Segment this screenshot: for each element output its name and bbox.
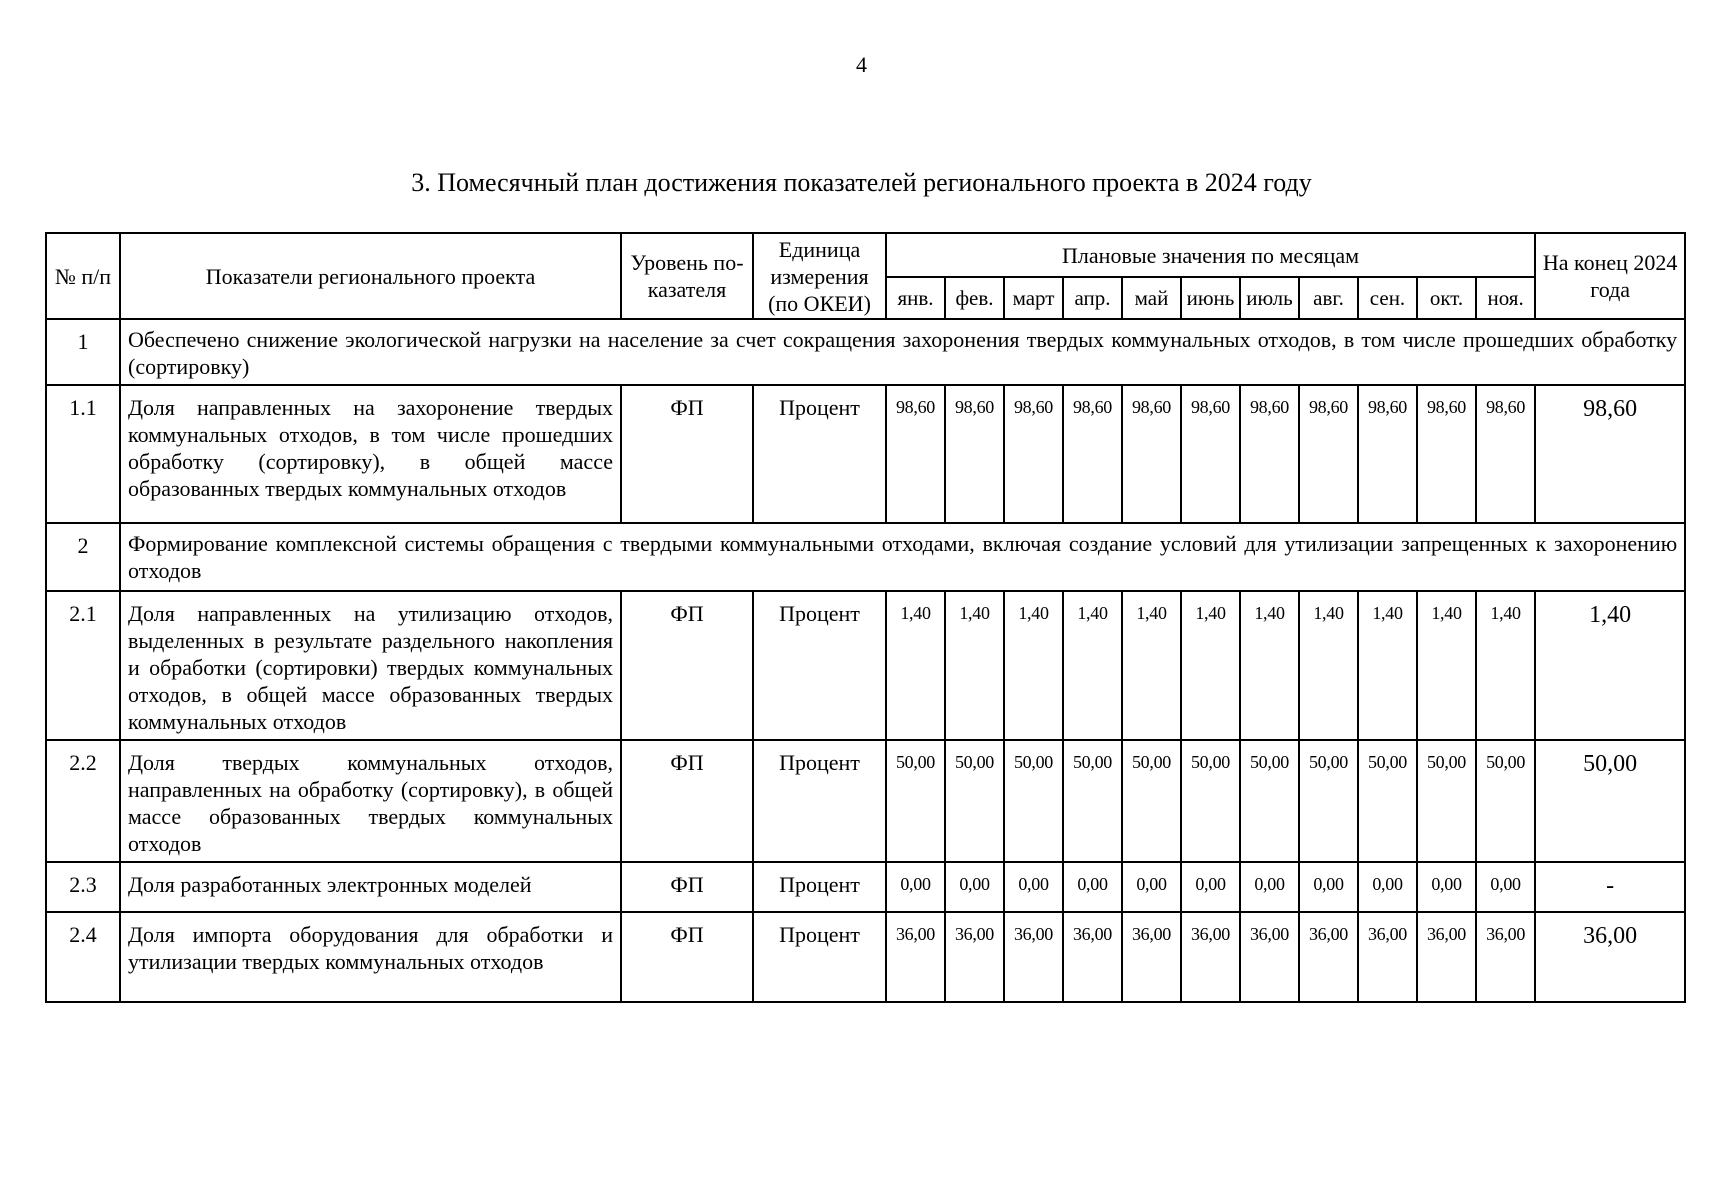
month-value: 0,00 [1358, 862, 1417, 912]
month-value: 36,00 [1004, 912, 1063, 1002]
month-value: 1,40 [1358, 591, 1417, 740]
month-value: 36,00 [1299, 912, 1358, 1002]
month-value: 50,00 [1417, 740, 1476, 862]
header-month: фев. [945, 277, 1004, 319]
header-month: май [1122, 277, 1181, 319]
month-value: 50,00 [945, 740, 1004, 862]
header-unit: Единица измерения (по ОКЕИ) [753, 233, 886, 319]
month-value: 0,00 [1299, 862, 1358, 912]
month-value: 1,40 [886, 591, 945, 740]
month-value: 36,00 [1181, 912, 1240, 1002]
header-level: Уровень по-казателя [621, 233, 753, 319]
month-value: 0,00 [886, 862, 945, 912]
end-of-year-value: 1,40 [1535, 591, 1685, 740]
header-month: март [1004, 277, 1063, 319]
indicator-unit: Процент [753, 740, 886, 862]
header-planned-values: Плановые значения по месяцам [886, 233, 1535, 277]
month-value: 98,60 [1240, 385, 1299, 523]
end-of-year-value: 36,00 [1535, 912, 1685, 1002]
month-value: 36,00 [1063, 912, 1122, 1002]
month-value: 98,60 [1063, 385, 1122, 523]
month-value: 50,00 [1299, 740, 1358, 862]
month-value: 36,00 [945, 912, 1004, 1002]
table-row [46, 591, 1685, 740]
month-value: 0,00 [1063, 862, 1122, 912]
indicator-level: ФП [621, 385, 753, 523]
indicator-level: ФП [621, 862, 753, 912]
row-number: 1.1 [46, 385, 120, 523]
header-indicator: Показатели регионального проекта [120, 233, 621, 319]
end-of-year-value: 50,00 [1535, 740, 1685, 862]
table-row [46, 912, 1685, 1002]
row-number: 2.4 [46, 912, 120, 1002]
month-value: 98,60 [1299, 385, 1358, 523]
header-end-of-year: На конец 2024 года [1535, 233, 1685, 319]
indicator-level: ФП [621, 912, 753, 1002]
indicator-name: Доля разработанных электронных моделей [120, 862, 621, 912]
month-value: 36,00 [886, 912, 945, 1002]
month-value: 1,40 [945, 591, 1004, 740]
header-month: июнь [1181, 277, 1240, 319]
month-value: 50,00 [1240, 740, 1299, 862]
indicator-name: Доля твердых коммунальных отходов, направленных на обработку (сортировку), в общей массе образованных твердых коммунальных отходов [120, 740, 621, 862]
month-value: 0,00 [1476, 862, 1535, 912]
header-month: апр. [1063, 277, 1122, 319]
row-number: 1 [46, 319, 120, 385]
month-value: 50,00 [1358, 740, 1417, 862]
header-month: янв. [886, 277, 945, 319]
row-number: 2.3 [46, 862, 120, 912]
end-of-year-value: 98,60 [1535, 385, 1685, 523]
month-value: 50,00 [1063, 740, 1122, 862]
month-value: 36,00 [1358, 912, 1417, 1002]
month-value: 1,40 [1476, 591, 1535, 740]
month-value: 50,00 [1004, 740, 1063, 862]
month-value: 98,60 [945, 385, 1004, 523]
month-value: 98,60 [1122, 385, 1181, 523]
month-value: 1,40 [1299, 591, 1358, 740]
month-value: 1,40 [1122, 591, 1181, 740]
month-value: 0,00 [1004, 862, 1063, 912]
month-value: 1,40 [1004, 591, 1063, 740]
end-of-year-value: - [1535, 862, 1685, 912]
table-row [46, 740, 1685, 862]
month-value: 50,00 [1476, 740, 1535, 862]
header-num: № п/п [46, 233, 120, 319]
month-value: 98,60 [886, 385, 945, 523]
section-row [46, 319, 1685, 385]
section-title: Формирование комплексной системы обращения с твердыми коммунальными отходами, включая создание условий для утилизации запрещенных к захоронению отходов [120, 523, 1685, 591]
indicators-table [45, 232, 1686, 1003]
header-month: авг. [1299, 277, 1358, 319]
month-value: 50,00 [1181, 740, 1240, 862]
month-value: 1,40 [1063, 591, 1122, 740]
month-value: 36,00 [1417, 912, 1476, 1002]
month-value: 98,60 [1358, 385, 1417, 523]
section-title: Обеспечено снижение экологической нагрузки на население за счет сокращения захоронения твердых коммунальных отходов, в том числе прошедших обработку (сортировку) [120, 319, 1685, 385]
page-number: 4 [856, 52, 867, 77]
row-number: 2 [46, 523, 120, 591]
indicator-unit: Процент [753, 591, 886, 740]
month-value: 36,00 [1240, 912, 1299, 1002]
indicator-unit: Процент [753, 912, 886, 1002]
month-value: 0,00 [945, 862, 1004, 912]
table-row [46, 385, 1685, 523]
month-value: 98,60 [1181, 385, 1240, 523]
month-value: 98,60 [1004, 385, 1063, 523]
month-value: 0,00 [1240, 862, 1299, 912]
header-month: ноя. [1476, 277, 1535, 319]
indicator-unit: Процент [753, 862, 886, 912]
indicator-level: ФП [621, 591, 753, 740]
header-month: июль [1240, 277, 1299, 319]
row-number: 2.1 [46, 591, 120, 740]
month-value: 1,40 [1417, 591, 1476, 740]
month-value: 98,60 [1417, 385, 1476, 523]
month-value: 0,00 [1417, 862, 1476, 912]
indicator-name: Доля направленных на утилизацию отходов, выделенных в результате раздельного накопления и обработки (сортировки) твердых коммунальных отходов, в общей массе образованных твердых коммунальных отходов [120, 591, 621, 740]
month-value: 1,40 [1240, 591, 1299, 740]
month-value: 50,00 [1122, 740, 1181, 862]
indicator-level: ФП [621, 740, 753, 862]
row-number: 2.2 [46, 740, 120, 862]
month-value: 50,00 [886, 740, 945, 862]
month-value: 36,00 [1122, 912, 1181, 1002]
month-value: 0,00 [1181, 862, 1240, 912]
indicator-name: Доля направленных на захоронение твердых коммунальных отходов, в том числе прошедших обработку (сортировку), в общей массе образованных твердых коммунальных отходов [120, 385, 621, 523]
month-value: 98,60 [1476, 385, 1535, 523]
month-value: 1,40 [1181, 591, 1240, 740]
indicator-unit: Процент [753, 385, 886, 523]
header-month: сен. [1358, 277, 1417, 319]
indicator-name: Доля импорта оборудования для обработки и утилизации твердых коммунальных отходов [120, 912, 621, 1002]
month-value: 0,00 [1122, 862, 1181, 912]
document-title: 3. Помесячный план достижения показателей регионального проекта в 2024 году [411, 168, 1312, 197]
header-month: окт. [1417, 277, 1476, 319]
table-row [46, 862, 1685, 912]
month-value: 36,00 [1476, 912, 1535, 1002]
section-row [46, 523, 1685, 591]
